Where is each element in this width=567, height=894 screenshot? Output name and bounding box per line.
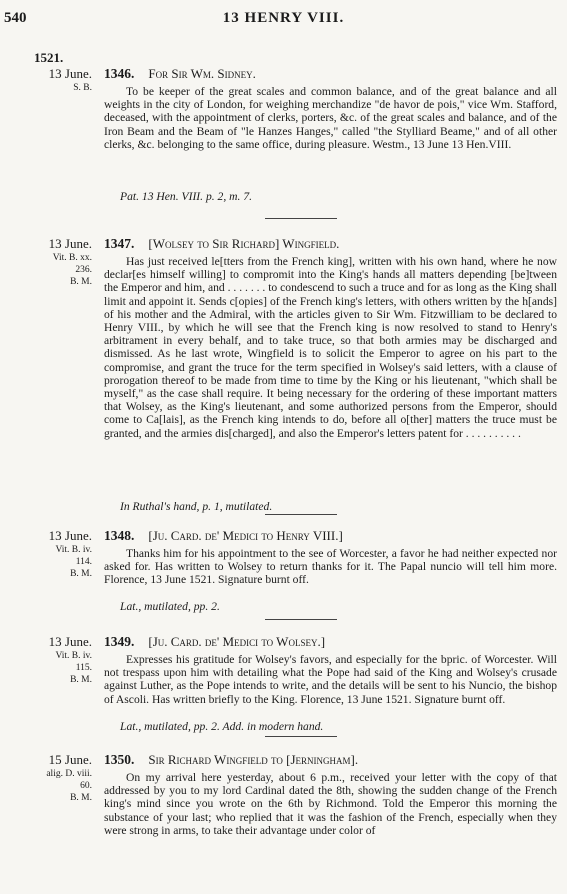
entry-number: 1347. (104, 236, 135, 251)
entry-divider (265, 514, 337, 515)
entry-ref: Vit. B. iv. (55, 651, 92, 661)
entry-margin (0, 634, 92, 686)
entry-divider (265, 218, 337, 219)
entry-title: Sir Richard Wingfield to [Jerningham]. (148, 752, 359, 767)
entry-number: 1346. (104, 66, 135, 81)
entry-date: 13 June. (48, 236, 92, 251)
entry-source: Lat., mutilated, pp. 2. (120, 600, 220, 613)
entry-ref: 115. (75, 663, 92, 673)
entry-ref: B. M. (70, 793, 92, 803)
entry-date: 13 June. (48, 634, 92, 649)
year-mark: 1521. (34, 50, 64, 65)
entry-title: For Sir Wm. Sidney. (148, 66, 256, 81)
entry-source: Lat., mutilated, pp. 2. Add. in modern hand. (120, 720, 324, 733)
entry-title: [Wolsey to Sir Richard] Wingfield. (148, 236, 340, 251)
entry-source: In Ruthal's hand, p. 1, mutilated. (120, 500, 273, 513)
running-head: 13 HENRY VIII. (222, 10, 345, 26)
entry-ref: 236. (75, 265, 92, 275)
entry-ref: B. M. (70, 277, 92, 287)
entry-heading (104, 236, 557, 252)
entry-ref: Vit. B. xx. (52, 253, 92, 263)
entry-divider (265, 619, 337, 620)
entry-ref: B. M. (70, 569, 92, 579)
entry-heading (104, 66, 557, 82)
entry-title: [Ju. Card. de' Medici to Wolsey.] (148, 634, 326, 649)
entry-body: Thanks him for his appointment to the see of Worcester, a favor he had neither expected nor asked for. Has written to Wolsey to return thanks for it. The Papal nuncio will tell him more. Florence, 13 June 1521. Signature burnt off. (104, 547, 557, 587)
entry-divider (265, 736, 337, 737)
entry-heading (104, 752, 557, 768)
entry-number: 1350. (104, 752, 135, 767)
entry-ref: B. M. (70, 675, 92, 685)
entry-title: [Ju. Card. de' Medici to Henry VIII.] (148, 528, 343, 543)
entry-ref: S. B. (73, 83, 92, 93)
page-number: 540 (4, 10, 27, 26)
entry-number: 1348. (104, 528, 135, 543)
entry-date: 13 June. (48, 528, 92, 543)
entry-ref: Vit. B. iv. (55, 545, 92, 555)
entry-margin (0, 66, 92, 94)
entry-ref: alig. D. viii. (46, 769, 92, 779)
entry-margin (0, 752, 92, 804)
entry-date: 13 June. (48, 66, 92, 81)
entry-ref: 60. (80, 781, 92, 791)
entry-heading (104, 634, 557, 650)
entry-source: Pat. 13 Hen. VIII. p. 2, m. 7. (120, 190, 253, 203)
entry-margin (0, 528, 92, 580)
entry-date: 15 June. (48, 752, 92, 767)
entry-body: Expresses his gratitude for Wolsey's favors, and especially for the bpric. of Worcester. Will not trespass upon him with detailing what the Pope had said of the King and Wolsey's crusade against Luther, as the Pope intends to write, and the details will be sent to his Nuncio, the bishop of Ascoli. Has written briefly to the King. Florence, 13 June 1521. Signature burnt off. (104, 653, 557, 706)
entry-body: Has just received le[tters from the French king], written with his own hand, where he now declar[es himself willing] to compromit into the King's hands all matters depending [be]tween the Emperor and him, and . . . . . . . to condescend to such a truce and for as long as the King shall limit and appoint it. Sends c[opies] of the French king's letters, with others written by the h[ands] of his mother and the Admiral, with the articles given to Sir Wm. Fitzwilliam to be declared to Henry VIII., by which he will see that the French king is now resolved to stand to Henry's arbitrament in every behalf, and to take truce, so that both armies may be discharged and dismissed. As he last wrote, Wingfield is to solicit the Emperor to agree on his part to the compromise, and grant the truce for the term specified in Wolsey's said letters, with a clause of prorogation thereof to be made from time to time by the King or his lieutenant, "which shall be myself," as the case shall require. It being necessary for the ordering of these important matters that Wolsey, as the King's lieutenant, and some authorized persons from the Emperor, should come to Ca[lais], as the French king intends to do, before all o[ther] matters the truce must be granted, and the armies dis[charged], and also the Emperor's letters patent for . . . . . . . . . . (104, 255, 558, 440)
entry-body: On my arrival here yesterday, about 6 p.m., received your letter with the copy of that addressed by you to my lord Cardinal dated the 8th, showing the sudden change of the French king's mind since you wrote on the 6th by Richmond. Told the Emperor this morning the substance of your last; who replied that it was the fashion of the French, especially when they were strong in arms, to take their advantage under color of (104, 771, 557, 837)
entry-heading (104, 528, 557, 544)
entry-margin (0, 236, 92, 288)
entry-body: To be keeper of the great scales and common balance, and of the great balance and all weights in the city of London, for weighing merchandize "de havor de pois," vice Wm. Stafford, deceased, with the appointment of clerks, porters, &c. of the great scales and balance, and of the Iron Beam and the Beam of "le Hanzes Hanges," called "the Stylliard Beame," and of all other clerks, &c. belonging to the same office, during pleasure. Westm., 13 June 13 Hen.VIII. (104, 85, 557, 151)
entry-number: 1349. (104, 634, 135, 649)
entry-ref: 114. (75, 557, 92, 567)
